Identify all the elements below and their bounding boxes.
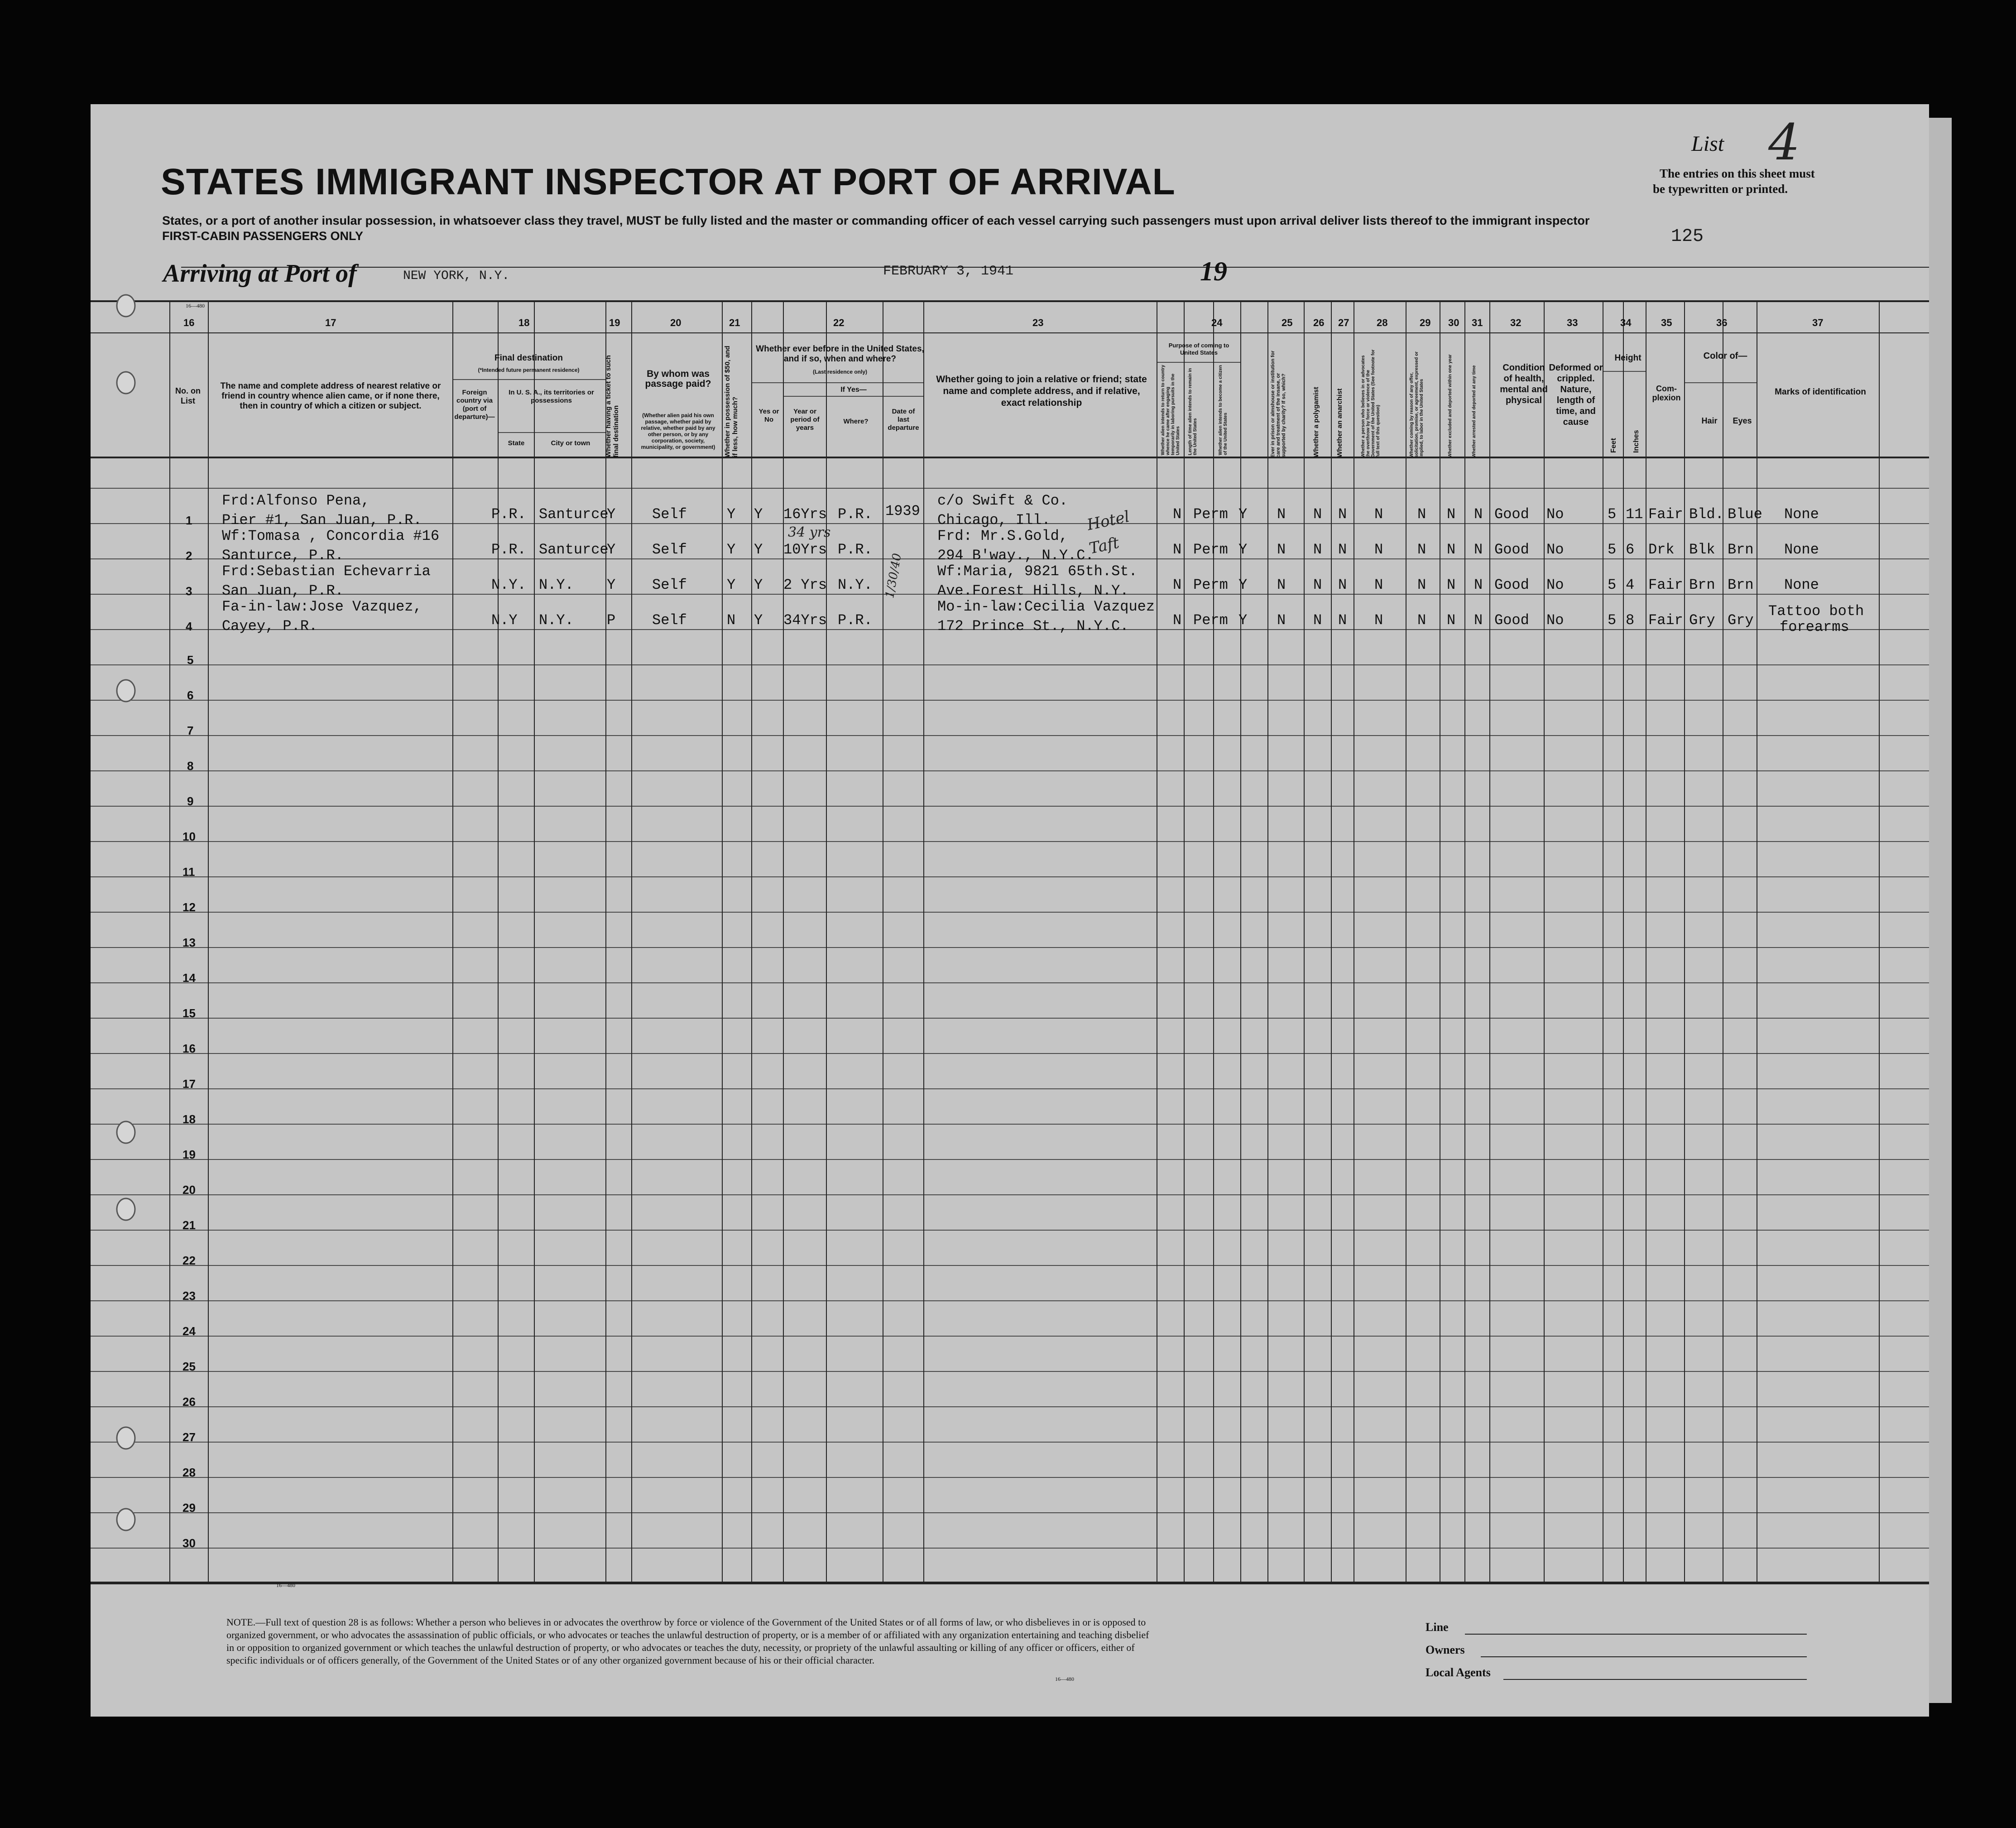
arriving-label: Arriving at Port of [163, 260, 357, 288]
row-4-excluded: N [1447, 612, 1456, 629]
row-3-eyes: Brn [1728, 577, 1754, 593]
row-3-citizen: Y [1238, 577, 1248, 593]
col-32-label: Condition of health, mental and physical [1500, 363, 1548, 405]
col-num-33: 33 [1567, 317, 1578, 328]
col-22-years: Year or period of years [790, 408, 820, 432]
col-num-20: 20 [670, 317, 682, 328]
row-number: 23 [182, 1289, 196, 1303]
local-agents-label: Local Agents [1426, 1666, 1491, 1679]
row-1-relative-line1: Frd:Alfonso Pena, [222, 492, 370, 509]
row-4-marks-line1: Tattoo both [1768, 603, 1864, 620]
form-code-top: 16—480 [186, 303, 205, 309]
row-3-deported: N [1474, 577, 1483, 593]
row-4-hair: Gry [1689, 612, 1715, 629]
row-4-ticket: P [607, 612, 616, 629]
col-17-label: The name and complete address of nearest relative or friend in country whence alien came, or if none there, then in country of which a citizen or subject. [220, 381, 441, 411]
col-21-label: Whether in possession of $50, and if less, how much? [724, 346, 739, 457]
row-2-join-line2: 294 B'way., N.Y.C. [937, 547, 1094, 564]
row-2-complexion: Drk [1648, 541, 1675, 558]
col-25-label: Ever in prison or almshouse or institution for care and treatment of the insane, or supported by charity? If so, which? [1270, 351, 1286, 457]
row-number: 21 [182, 1218, 196, 1232]
row-4-labor: N [1417, 612, 1426, 629]
row-2-deformed: No [1546, 541, 1564, 558]
row-4-before: Y [754, 612, 763, 629]
row-3-years: 2 Yrs [783, 577, 827, 593]
handwritten-date-row-4: 1/30/40 [883, 552, 904, 600]
col-num-22: 22 [833, 317, 845, 328]
row-2-feet: 5 [1608, 541, 1617, 558]
row-2-citizen: Y [1238, 541, 1248, 558]
row-4-inches: 8 [1626, 612, 1635, 629]
row-number: 19 [182, 1148, 196, 1161]
row-1-hair: Bld. [1689, 506, 1724, 523]
row-4-relative-line1: Fa-in-law:Jose Vazquez, [222, 598, 422, 615]
row-4-citizen: Y [1238, 612, 1248, 629]
row-1-ticket: Y [607, 506, 616, 523]
col-24-c: Whether alien intends to become a citizen of the United States [1218, 365, 1228, 455]
row-2-state: P.R. [491, 541, 526, 558]
row-number: 5 [187, 653, 194, 667]
row-2-marks: None [1784, 541, 1819, 558]
handwritten-years-row-2: 34 yrs [788, 524, 831, 540]
col-36-hair: Hair [1701, 416, 1718, 425]
row-4-feet: 5 [1608, 612, 1617, 629]
owners-label: Owners [1426, 1643, 1465, 1656]
col-num-37: 37 [1812, 317, 1824, 328]
row-1-paid: Self [652, 506, 687, 523]
col-29-label: Whether coming by reason of any offer, solicitation, promise, or agreement, expressed or implied, to labor in the United States [1409, 351, 1424, 457]
row-1-city: Santurce [539, 506, 609, 523]
col-num-26: 26 [1313, 317, 1325, 328]
row-number: 8 [187, 759, 194, 773]
row-4-no: 4 [186, 620, 192, 633]
col-20-sub: (Whether alien paid his own passage, whether paid by relative, whether paid by any other person, or by any corporation, society, municipality, or government) [641, 412, 715, 450]
handwritten-taft: Taft [1087, 534, 1121, 558]
row-3-deformed: No [1546, 577, 1564, 593]
col-22-sub: (Last residence only) [812, 369, 868, 375]
handwritten-hotel: Hotel [1085, 507, 1131, 534]
row-2-labor: N [1417, 541, 1426, 558]
row-2-excluded: N [1447, 541, 1456, 558]
col-27-label: Whether an anarchist [1336, 388, 1344, 457]
date-value: FEBRUARY 3, 1941 [883, 264, 1014, 279]
row-3-where: N.Y. [838, 577, 873, 593]
row-2-paid: Self [652, 541, 687, 558]
row-4-anarchist: N [1338, 612, 1347, 629]
row-3-complexion: Fair [1648, 577, 1683, 593]
row-2-ticket: Y [607, 541, 616, 558]
row-1-no: 1 [186, 514, 192, 527]
row-2-length: Perm [1193, 541, 1228, 558]
col-34-inches: Inches [1632, 430, 1640, 453]
row-1-join-line2: Chicago, Ill. [937, 512, 1051, 529]
row-1-years: 16Yrs [783, 506, 827, 523]
row-1-return: N [1173, 506, 1182, 523]
col-num-34: 34 [1620, 317, 1632, 328]
row-1-deformed: No [1546, 506, 1564, 523]
row-1-labor: N [1417, 506, 1426, 523]
row-3-state: N.Y. [491, 577, 526, 593]
row-1-feet: 5 [1608, 506, 1617, 523]
row-3-labor: N [1417, 577, 1426, 593]
row-1-state: P.R. [491, 506, 526, 523]
row-number: 9 [187, 794, 194, 808]
col-18-usa: In U. S. A., its territories or possessions [509, 389, 594, 404]
row-4-join-line1: Mo-in-law:Cecilia Vazquez [937, 598, 1155, 615]
col-30-label: Whether excluded and deported within one year [1448, 354, 1453, 457]
row-1-before: Y [754, 506, 763, 523]
row-number: 10 [182, 830, 196, 843]
col-num-17: 17 [325, 317, 336, 328]
row-3-return: N [1173, 577, 1182, 593]
row-2-anarchist: N [1338, 541, 1347, 558]
col-num-30: 30 [1448, 317, 1459, 328]
row-number: 6 [187, 688, 194, 702]
row-number: 29 [182, 1501, 196, 1515]
col-num-16: 16 [183, 317, 195, 328]
row-number: 18 [182, 1112, 196, 1126]
col-26-label: Whether a polygamist [1312, 387, 1320, 457]
page-title: STATES IMMIGRANT INSPECTOR AT PORT OF ARRIVAL [161, 161, 1176, 202]
row-number: 15 [182, 1006, 196, 1020]
row-number: 16 [182, 1042, 196, 1055]
row-2-prison: N [1277, 541, 1286, 558]
row-1-health: Good [1494, 506, 1529, 523]
binder-hole [117, 1509, 135, 1530]
row-2-polygamist: N [1313, 541, 1322, 558]
col-22-label: Whether ever before in the United States, and if so, when and where? [756, 344, 924, 364]
port-value: NEW YORK, N.Y. [403, 269, 510, 283]
col-num-31: 31 [1472, 317, 1483, 328]
row-2-relative-line2: Santurce, P.R. [222, 547, 344, 564]
row-4-join-line2: 172 Prince St., N.Y.C. [937, 618, 1129, 635]
col-22-yesno: Yes or No [758, 408, 779, 423]
row-1-deported: N [1474, 506, 1483, 523]
sheet-number: 125 [1671, 226, 1704, 247]
col-34-label: Height [1614, 353, 1642, 363]
row-2-years: 10Yrs [783, 541, 827, 558]
col-34-feet: Feet [1610, 438, 1618, 453]
row-number: 26 [182, 1395, 196, 1409]
col-19-label: Whether having a ticket to such final destination [605, 355, 620, 457]
row-2-join-line1: Frd: Mr.S.Gold, [937, 528, 1068, 544]
col-22-date: Date of last departure [888, 408, 919, 432]
col-36-eyes: Eyes [1733, 416, 1752, 425]
row-3-prison: N [1277, 577, 1286, 593]
col-18-label: Final destination [494, 353, 563, 363]
row-number: 13 [182, 936, 196, 949]
row-3-city: N.Y. [539, 577, 574, 593]
row-3-polygamist: N [1313, 577, 1322, 593]
row-number: 27 [182, 1430, 196, 1444]
row-2-deported: N [1474, 541, 1483, 558]
row-3-feet: 5 [1608, 577, 1617, 593]
col-24-a: Whether alien intends to return to country whence he came after engaging temporarily in laboring pursuits in the United States [1161, 365, 1181, 455]
col-num-35: 35 [1661, 317, 1672, 328]
row-4-deformed: No [1546, 612, 1564, 629]
row-1-has50: Y [727, 506, 736, 523]
row-3-anarchist: N [1338, 577, 1347, 593]
row-4-eyes: Gry [1728, 612, 1754, 629]
row-4-has50: N [727, 612, 736, 629]
col-num-29: 29 [1420, 317, 1431, 328]
col-28-label: Whether a person who believes in or advocates the overthrow by force or violence of the Government of the United States (See footnote for full text of this question) [1361, 349, 1381, 457]
binder-hole [117, 295, 135, 317]
col-num-27: 27 [1338, 317, 1349, 328]
row-3-join-line1: Wf:Maria, 9821 65th.St. [937, 563, 1138, 580]
col-18-city: City or town [551, 439, 590, 447]
row-2-relative-line1: Wf:Tomasa , Concordia #16 [222, 528, 440, 544]
row-1-complexion: Fair [1648, 506, 1683, 523]
row-1-prison: N [1277, 506, 1286, 523]
col-24-b: Length of time alien intends to remain in the United States [1188, 368, 1198, 455]
row-1-where: P.R. [838, 506, 873, 523]
col-24-label: Purpose of coming to United States [1168, 342, 1229, 356]
row-4-return: N [1173, 612, 1182, 629]
row-2-hair: Blk [1689, 541, 1715, 558]
row-1-marks: None [1784, 506, 1819, 523]
row-3-before: Y [754, 577, 763, 593]
list-label: List [1691, 132, 1724, 156]
footnote: NOTE.—Full text of question 28 is as follows: Whether a person who believes in or advocates the overthrow by force or violence of the Government of the United States or of all forms of law, or who disbelieves in or is opposed to organized government, or who advocates the assassination of public officials, or who advocates or teaches the unlawful destruction of property, or is a member of or affiliated with any organization entertaining and teaching disbelief in or opposition to organized government or which teaches the unlawful destruction of property, or who advocates or teaches the duty, necessity, or propriety of the unlawful assaulting or killing of any officer or officers, either of specific individuals or of officers generally, of the Government of the United States or of any other organized government because of his or their official character. [226, 1616, 1149, 1666]
row-2-eyes: Brn [1728, 541, 1754, 558]
row-1-inches: 11 [1626, 506, 1643, 523]
row-3-inches: 4 [1626, 577, 1635, 593]
row-3-relative-line1: Frd:Sebastian Echevarria [222, 563, 431, 580]
col-18-sub: (*Intended future permanent residence) [478, 367, 580, 373]
col-16-label: No. on List [175, 386, 201, 405]
row-3-has50: Y [727, 577, 736, 593]
row-1-citizen: Y [1238, 506, 1248, 523]
col-num-25: 25 [1282, 317, 1293, 328]
row-number: 25 [182, 1360, 196, 1373]
row-3-paid: Self [652, 577, 687, 593]
row-3-health: Good [1494, 577, 1529, 593]
col-num-18: 18 [518, 317, 530, 328]
row-3-ticket: Y [607, 577, 616, 593]
col-31-label: Whether arrested and deported at any time [1472, 365, 1477, 457]
row-number: 14 [182, 971, 196, 985]
col-35-label: Com-plexion [1652, 384, 1681, 402]
row-1-anarchist: N [1338, 506, 1347, 523]
col-num-19: 19 [609, 317, 620, 328]
col-num-21: 21 [729, 317, 740, 328]
col-20-label: By whom was passage paid? [645, 369, 711, 389]
entries-note-1: The entries on this sheet must [1660, 167, 1815, 180]
row-3-length: Perm [1193, 577, 1228, 593]
binder-hole [117, 1198, 135, 1220]
col-num-32: 32 [1510, 317, 1522, 328]
row-2-has50: Y [727, 541, 736, 558]
row-number: 11 [182, 865, 195, 879]
binder-hole [117, 1427, 135, 1449]
col-23-label: Whether going to join a relative or friend; state name and complete address, and if relative, exact relationship [936, 374, 1147, 408]
binder-hole [117, 372, 135, 394]
subtitle-line-2: FIRST-CABIN PASSENGERS ONLY [162, 229, 364, 243]
row-number: 12 [182, 900, 196, 914]
row-number: 24 [182, 1324, 196, 1338]
col-num-36: 36 [1716, 317, 1728, 328]
row-3-overthrow: N [1374, 577, 1383, 593]
row-1-eyes: Blue [1728, 506, 1762, 523]
row-4-length: Perm [1193, 612, 1228, 629]
row-3-hair: Brn [1689, 577, 1715, 593]
row-4-deported: N [1474, 612, 1483, 629]
row-1-excluded: N [1447, 506, 1456, 523]
row-1-overthrow: N [1374, 506, 1383, 523]
col-18-state: State [508, 439, 525, 447]
form-code-bottom: 16—480 [1055, 1676, 1074, 1682]
row-number: 17 [182, 1077, 196, 1091]
row-4-marks-line2: forearms [1780, 619, 1849, 635]
row-2-return: N [1173, 541, 1182, 558]
row-3-excluded: N [1447, 577, 1456, 593]
row-2-health: Good [1494, 541, 1529, 558]
row-4-complexion: Fair [1648, 612, 1683, 629]
row-1-polygamist: N [1313, 506, 1322, 523]
row-2-no: 2 [186, 549, 192, 563]
row-4-polygamist: N [1313, 612, 1322, 629]
binder-hole [117, 680, 135, 702]
row-number: 20 [182, 1183, 196, 1197]
row-4-city: N.Y. [539, 612, 574, 629]
row-number: 22 [182, 1254, 196, 1267]
col-33-label: Deformed or crippled. Nature, length of time, and cause [1549, 363, 1603, 427]
row-4-years: 34Yrs [783, 612, 827, 629]
col-36-label: Color of— [1703, 351, 1747, 361]
row-4-paid: Self [652, 612, 687, 629]
row-3-marks: None [1784, 577, 1819, 593]
row-2-city: Santurce [539, 541, 609, 558]
col-22-ifyes: If Yes— [840, 386, 867, 394]
col-37-label: Marks of identification [1775, 387, 1866, 397]
row-1-relative-line2: Pier #1, San Juan, P.R. [222, 512, 422, 529]
row-1-depart: 1939 [885, 503, 920, 520]
row-number: 7 [187, 724, 194, 737]
col-num-23: 23 [1032, 317, 1044, 328]
row-4-relative-line2: Cayey, P.R. [222, 618, 318, 635]
binder-hole [117, 1121, 135, 1143]
row-3-no: 3 [186, 584, 192, 598]
row-4-state: N.Y [491, 612, 518, 629]
col-18-foreign: Foreign country via (port of departure)— [454, 389, 495, 421]
col-num-28: 28 [1377, 317, 1388, 328]
row-2-overthrow: N [1374, 541, 1383, 558]
row-3-relative-line2: San Juan, P.R. [222, 582, 344, 599]
row-number: 30 [182, 1536, 196, 1550]
row-4-where: P.R. [838, 612, 873, 629]
row-3-join-line2: Ave.Forest Hills, N.Y. [937, 582, 1129, 599]
subtitle-line-1: States, or a port of another insular possession, in whatsoever class they travel, MUST be fully listed and the master or commanding officer of each vessel carrying such passengers must upon arrival deliver lists thereof to the immigrant inspector [162, 214, 1590, 227]
row-number: 28 [182, 1466, 196, 1479]
row-4-overthrow: N [1374, 612, 1383, 629]
list-number: 4 [1768, 113, 1800, 171]
row-2-inches: 6 [1626, 541, 1635, 558]
year-prefix: 19 [1200, 256, 1227, 286]
form-code-grid: 16—480 [276, 1582, 295, 1588]
row-4-prison: N [1277, 612, 1286, 629]
row-1-length: Perm [1193, 506, 1228, 523]
col-num-24: 24 [1211, 317, 1223, 328]
row-2-before: Y [754, 541, 763, 558]
row-4-health: Good [1494, 612, 1529, 629]
entries-note-2: be typewritten or printed. [1653, 182, 1788, 196]
row-1-join-line1: c/o Swift & Co. [937, 492, 1068, 509]
line-label: Line [1426, 1621, 1449, 1634]
row-2-where: P.R. [838, 541, 873, 558]
col-22-where: Where? [843, 418, 869, 425]
